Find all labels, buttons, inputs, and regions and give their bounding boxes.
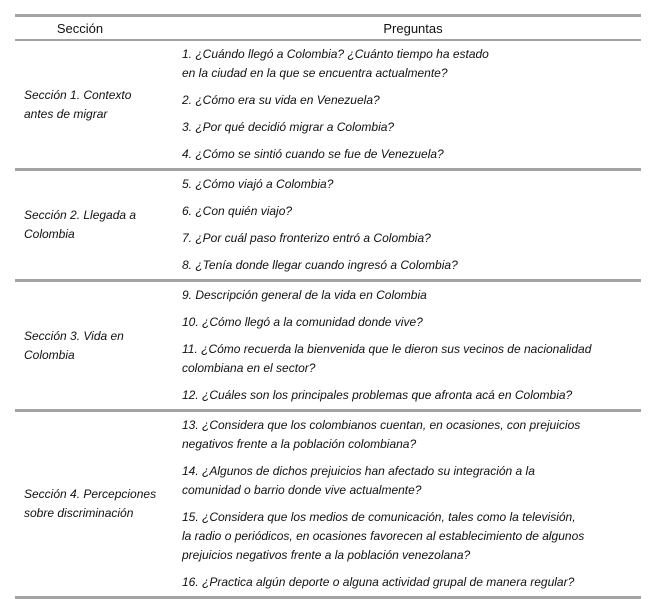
section-label: Sección 3. Vida en Colombia [24, 328, 124, 362]
table-row [15, 282, 641, 409]
question-item: 4. ¿Cómo se sintió cuando se fue de Venezuela? [182, 147, 444, 161]
question-item: 5. ¿Cómo viajó a Colombia? [182, 177, 334, 191]
section-label: Sección 2. Llegada a Colombia [24, 208, 137, 241]
question-item: 14. ¿Algunos de dichos prejuicios han afectado su integración a la comunidad o barrio donde vive actualmente? [182, 464, 535, 497]
question-item: 16. ¿Practica algún deporte o alguna actividad grupal de manera regular? [182, 575, 575, 589]
question-item: 1. ¿Cuándo llegó a Colombia? ¿Cuánto tiempo ha estado en la ciudad en la que se encuentra actualmente? [182, 47, 489, 80]
questions-table [15, 14, 641, 599]
header-section: Sección [56, 20, 104, 36]
header-questions: Preguntas [383, 20, 443, 36]
section-label: Sección 1. Contexto antes de migrar [24, 87, 132, 121]
question-item: 2. ¿Cómo era su vida en Venezuela? [182, 93, 380, 107]
section-label: Sección 4. Percepciones sobre discriminación [24, 487, 157, 520]
table-row [15, 412, 641, 596]
table-row [15, 171, 641, 279]
table-row [15, 41, 641, 168]
question-item: 10. ¿Cómo llegó a la comunidad donde vive? [182, 315, 423, 329]
question-item: 7. ¿Por cuál paso fronterizo entró a Colombia? [182, 231, 431, 245]
question-item: 13. ¿Considera que los colombianos cuentan, en ocasiones, con prejuicios negativos frente a la población colombiana? [182, 418, 581, 451]
question-item: 12. ¿Cuáles son los principales problemas que afronta acá en Colombia? [182, 388, 573, 402]
table-header [15, 17, 641, 39]
question-list [172, 175, 641, 275]
question-item: 8. ¿Tenía donde llegar cuando ingresó a Colombia? [182, 258, 458, 272]
question-item: 6. ¿Con quién viajo? [182, 204, 293, 218]
question-list [172, 416, 641, 592]
question-list [172, 286, 641, 405]
question-list [172, 45, 641, 164]
question-item: 15. ¿Considera que los medios de comunicación, tales como la televisión, la radio o periódicos, en ocasiones favorecen al establecimiento de algunos prejuicios negativos frente a la población venezolana? [182, 510, 585, 562]
question-item: 11. ¿Cómo recuerda la bienvenida que le dieron sus vecinos de nacionalidad colombiana en el sector? [182, 342, 592, 375]
question-item: 9. Descripción general de la vida en Colombia [182, 288, 427, 302]
question-item: 3. ¿Por qué decidió migrar a Colombia? [182, 120, 395, 134]
